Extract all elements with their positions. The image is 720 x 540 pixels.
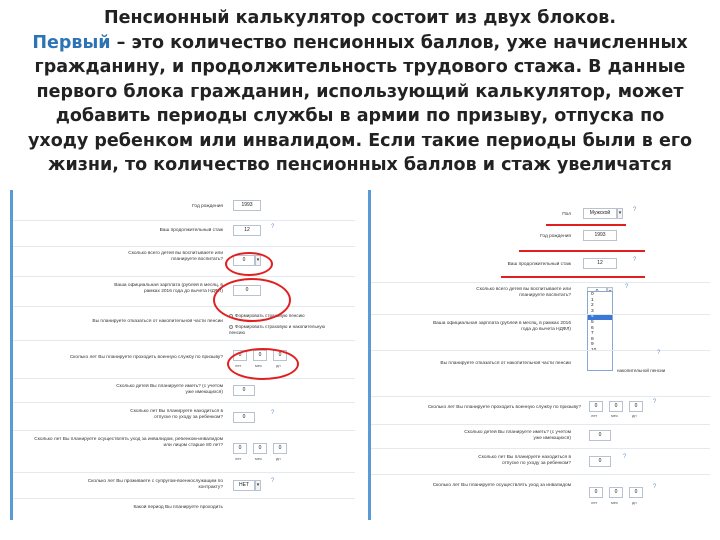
radio-insurance-label: Формировать страховую пенсию	[235, 313, 305, 318]
dropdown-option[interactable]: 1	[591, 297, 594, 303]
leave-years-label: Сколько лет Вы планируете находиться в отпуске по уходу за ребенком?	[130, 409, 223, 420]
chevron-down-icon[interactable]: ▾	[617, 208, 623, 219]
help-icon[interactable]: ?	[623, 454, 627, 460]
slide-title	[0, 6, 720, 178]
pension-option-label: Вы планируете отказаться от накопительной части пенсии	[440, 361, 571, 366]
birth-year-label: Год рождения	[192, 204, 223, 209]
dropdown-option[interactable]: 10	[591, 347, 597, 353]
help-icon[interactable]: ?	[653, 484, 657, 490]
dropdown-option[interactable]: 2	[591, 303, 594, 309]
help-icon[interactable]: ?	[633, 257, 637, 263]
experience-label: Ваш продолжительный стаж	[507, 262, 571, 267]
children-leave-row	[13, 378, 355, 400]
birth-year-row	[13, 198, 355, 218]
unit-days: дн	[276, 363, 281, 368]
disabled-months-input[interactable]: 0	[609, 487, 623, 498]
disabled-years-input[interactable]: 0	[589, 487, 603, 498]
pension-option-label: Вы планируете отказаться от накопительной части пенсии	[92, 319, 223, 324]
dropdown-option[interactable]: 9	[591, 342, 594, 348]
dropdown-option[interactable]: 3	[591, 308, 594, 314]
birth-year-input[interactable]: 1993	[233, 200, 261, 211]
children-leave-input[interactable]: 0	[233, 385, 255, 396]
unit-days: дн	[632, 413, 637, 418]
disabled-days-input[interactable]: 0	[629, 487, 643, 498]
children-leave-label: Сколько детей Вы планируете иметь? (с учетом уже имеющихся)	[464, 430, 571, 441]
birth-year-label: Год рождения	[540, 234, 571, 239]
disabled-care-label: Сколько лет Вы планируете осуществлять уход за инвалидом, ребенком-инвалидом или лицом старше 80 лет?	[34, 437, 223, 448]
unit-months: мес	[255, 363, 262, 368]
title-line-7: жизни, то количество пенсионных баллов и стаж увеличатся	[48, 155, 672, 175]
gender-select[interactable]: Мужской	[583, 208, 617, 219]
gender-row	[371, 206, 710, 226]
children-leave-row	[371, 424, 710, 446]
disabled-years-input[interactable]: 0	[233, 443, 247, 454]
army-months-input[interactable]: 0	[609, 401, 623, 412]
unit-years: лет	[591, 413, 598, 418]
help-icon[interactable]: ?	[633, 207, 637, 213]
title-line-2-rest: – это количество пенсионных баллов, уже начисленных	[110, 32, 688, 53]
unit-months: мес	[611, 500, 618, 505]
dropdown-option-selected[interactable]: 4	[588, 314, 612, 320]
pension-note: накопительной пенсии	[617, 368, 666, 373]
pension-option-row	[13, 306, 355, 336]
help-icon[interactable]: ?	[625, 284, 629, 290]
salary-input[interactable]: 0	[233, 285, 261, 296]
dropdown-option[interactable]: 5	[591, 319, 594, 325]
gender-label: Пол	[562, 212, 571, 217]
red-underline	[519, 250, 645, 252]
children-row	[371, 282, 710, 308]
help-icon[interactable]: ?	[271, 478, 275, 484]
leave-years-input[interactable]: 0	[233, 412, 255, 423]
dropdown-option[interactable]: 7	[591, 331, 594, 337]
army-row	[371, 396, 710, 420]
unit-months: мес	[255, 456, 262, 461]
pension-option-row	[371, 347, 710, 374]
dropdown-option[interactable]: 0	[591, 292, 594, 297]
disabled-care-row	[13, 430, 355, 470]
birth-year-row	[371, 228, 710, 248]
army-years-input[interactable]: 0	[233, 350, 247, 361]
radio-insurance[interactable]	[229, 313, 339, 319]
period-row	[13, 498, 355, 518]
army-label: Сколько лет Вы планируете проходить военную службу по призыву?	[69, 355, 223, 360]
army-days-input[interactable]: 0	[273, 350, 287, 361]
salary-label: Ваша официальная зарплата (рублей в месяц, в рамках 2016 года до вычета НДФЛ)	[114, 283, 223, 294]
experience-input[interactable]: 12	[233, 225, 261, 236]
leave-years-row	[13, 402, 355, 428]
radio-button[interactable]	[229, 325, 233, 329]
red-underline	[546, 224, 626, 226]
spouse-input[interactable]: НЕТ	[233, 480, 255, 491]
disabled-months-input[interactable]: 0	[253, 443, 267, 454]
children-row	[13, 246, 355, 272]
army-years-input[interactable]: 0	[589, 401, 603, 412]
unit-months: мес	[611, 413, 618, 418]
help-icon[interactable]: ?	[271, 410, 275, 416]
experience-input[interactable]: 12	[583, 258, 617, 269]
unit-years: лет	[235, 456, 242, 461]
chevron-down-icon[interactable]: ▾	[255, 480, 261, 491]
help-icon[interactable]: ?	[271, 224, 275, 230]
title-line-6: уходу ребенком или инвалидом. Если такие периоды были в его	[28, 130, 692, 151]
title-highlight-word: Первый	[32, 32, 111, 53]
dropdown-option[interactable]: 6	[591, 325, 594, 331]
disabled-care-row	[371, 474, 710, 514]
help-icon[interactable]: ?	[657, 350, 661, 356]
left-calculator-screenshot	[10, 190, 355, 520]
experience-row	[371, 256, 710, 276]
army-days-input[interactable]: 0	[629, 401, 643, 412]
experience-label: Ваш продолжительный стаж	[159, 228, 223, 233]
spouse-row	[13, 472, 355, 496]
chevron-down-icon[interactable]: ▾	[255, 255, 261, 266]
children-select[interactable]: 0	[233, 255, 255, 266]
salary-row	[13, 276, 355, 302]
salary-row	[371, 314, 710, 340]
disabled-days-input[interactable]: 0	[273, 443, 287, 454]
experience-row	[13, 220, 355, 240]
salary-label: Ваша официальная зарплата (рублей в месяц, в рамках 2016 года до вычета НДФЛ)	[432, 321, 571, 332]
leave-years-label: Сколько лет Вы планируете находиться в отпуске по уходу за ребенком?	[478, 455, 571, 466]
unit-years: лет	[591, 500, 598, 505]
children-label: Сколько всего детей вы воспитываете или планируете воспитать?	[128, 251, 223, 262]
army-months-input[interactable]: 0	[253, 350, 267, 361]
radio-button[interactable]	[229, 314, 233, 318]
title-line-5: добавить периоды службы в армии по призыву, отпуска по	[55, 106, 665, 126]
unit-days: дн	[632, 500, 637, 505]
leave-years-row	[371, 448, 710, 472]
children-leave-label: Сколько детей Вы планируете иметь? (с учетом уже имеющихся)	[116, 384, 223, 395]
help-icon[interactable]: ?	[653, 399, 657, 405]
birth-year-input[interactable]: 1993	[583, 230, 617, 241]
title-line-4: первого блока гражданин, использующий калькулятор, может	[36, 81, 684, 102]
title-line-2	[0, 31, 720, 56]
spouse-label: Сколько лет Вы проживаете с супругом-военнослужащим по контракту?	[87, 479, 223, 490]
red-underline	[501, 276, 645, 278]
title-line-1: Пенсионный калькулятор состоит из двух блоков.	[104, 8, 616, 28]
army-label: Сколько лет Вы планируете проходить военную службу по призыву?	[427, 405, 581, 410]
title-line-3: гражданину, и продолжительность трудового стажа. В данные	[34, 57, 686, 77]
unit-years: лет	[235, 363, 242, 368]
right-calculator-screenshot	[368, 190, 710, 520]
children-label: Сколько всего детей вы воспитываете или планируете воспитать?	[476, 287, 571, 298]
period-label: Какой период Вы планируете проходить	[133, 505, 223, 510]
disabled-care-label: Сколько лет Вы планируете осуществлять уход за инвалидом	[432, 483, 571, 488]
dropdown-option[interactable]: 8	[591, 336, 594, 342]
unit-days: дн	[276, 456, 281, 461]
radio-funded-label: Формировать страховую и накопительную пенсию	[229, 324, 326, 335]
children-leave-input[interactable]: 0	[589, 430, 611, 441]
army-row	[13, 340, 355, 374]
radio-insurance-funded[interactable]	[229, 324, 339, 336]
leave-years-input[interactable]: 0	[589, 456, 611, 467]
